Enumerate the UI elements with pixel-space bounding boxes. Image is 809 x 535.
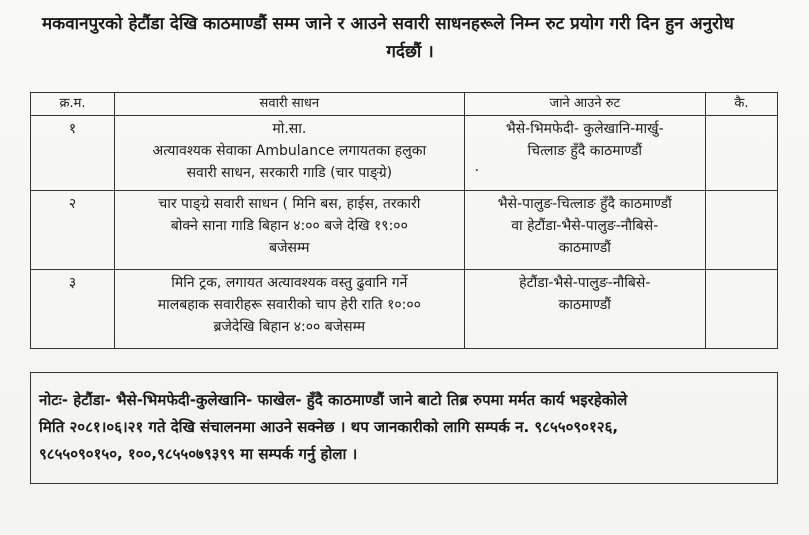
route-line: वा हेटौंडा-भैसे-पालुङ-नौबिसे- — [511, 218, 659, 234]
note-line: नोटः- हेटौंडा- भैसे-भिमफेदी-कुलेखानि- फाखेल- हुँदै काठमाण्डौं जाने बाटो तिब्र रुपमा मर्मत कार्य भइरहेकोले — [39, 391, 628, 409]
vehicle-line: मालबहाक सवारीहरू सवारीको चाप हेरी राति १०:०० — [157, 297, 421, 313]
vehicle-line: चार पाङ्ग्रे सवारी साधन ( मिनि बस, हाईस, तरकारी — [158, 196, 421, 212]
cell-serial: १ — [31, 116, 115, 191]
table-row — [31, 116, 778, 191]
route-line: चित्लाङ हुँदै काठमाण्डौं — [527, 143, 643, 159]
heading-line-1: मकवानपुरको हेटौंडा देखि काठमाण्डौं सम्म जाने र आउने सवारी साधनहरूले निम्न रुट प्रयोग गरी दिन हुन अनुरोध — [42, 14, 734, 34]
note-line: मिति २०८१।०६।२१ गते देखि संचालनमा आउने सक्नेछ । थप जानकारीको लागि सम्पर्क न. ९८५५०९०१२६, — [39, 418, 619, 436]
document-heading — [20, 10, 800, 66]
note-box — [30, 372, 778, 484]
cell-vehicle — [115, 270, 465, 349]
cell-serial: २ — [31, 191, 115, 270]
route-line: भैसे-पालुङ-चित्लाङ हुँदै काठमाण्डौं — [497, 196, 672, 212]
cell-route — [464, 191, 705, 270]
cell-remarks — [705, 270, 777, 349]
cell-remarks — [705, 191, 777, 270]
cell-route — [464, 116, 705, 191]
vehicle-line: बोक्ने साना गाडि बिहान ४:०० बजे देखि १९:०० — [170, 218, 408, 234]
stray-dot: . — [474, 159, 480, 175]
vehicle-line: सवारी साधन, सरकारी गाडि (चार पाङ्ग्रे) — [186, 165, 393, 181]
header-remarks: कै. — [705, 93, 777, 116]
cell-remarks — [705, 116, 777, 191]
cell-serial: ३ — [31, 270, 115, 349]
vehicle-line: अत्यावश्यक सेवाका Ambulance लगायतका हलुका — [152, 143, 427, 159]
note-line: ९८५५०९०१५०, १००,९८५५०७९३९९ मा सम्पर्क गर्नु होला । — [39, 445, 358, 463]
cell-route — [464, 270, 705, 349]
vehicle-line: ब्रजेदेखि बिहान ४:०० बजेसम्म — [213, 319, 366, 335]
route-line: काठमाण्डौं — [558, 240, 611, 256]
cell-vehicle — [115, 191, 465, 270]
vehicle-line: मो.सा. — [272, 121, 307, 137]
table-row — [31, 191, 778, 270]
header-route: जाने आउने रुट — [464, 93, 705, 116]
route-table — [30, 92, 778, 349]
vehicle-line: बजेसम्म — [269, 240, 310, 256]
header-serial: क्र.म. — [31, 93, 115, 116]
table-row — [31, 270, 778, 349]
route-line: भैसे-भिमफेदी- कुलेखानि-मार्खु- — [505, 121, 664, 137]
table-header-row — [31, 93, 778, 116]
cell-vehicle — [115, 116, 465, 191]
heading-line-2: गर्दछौं । — [386, 42, 434, 62]
vehicle-line: मिनि ट्रक, लगायत अत्यावश्यक वस्तु ढुवानि गर्ने — [171, 275, 408, 291]
route-line: काठमाण्डौं — [558, 297, 611, 313]
route-line: हेटौंडा-भैसे-पालुङ-नौबिसे- — [519, 275, 651, 291]
header-vehicle: सवारी साधन — [115, 93, 465, 116]
